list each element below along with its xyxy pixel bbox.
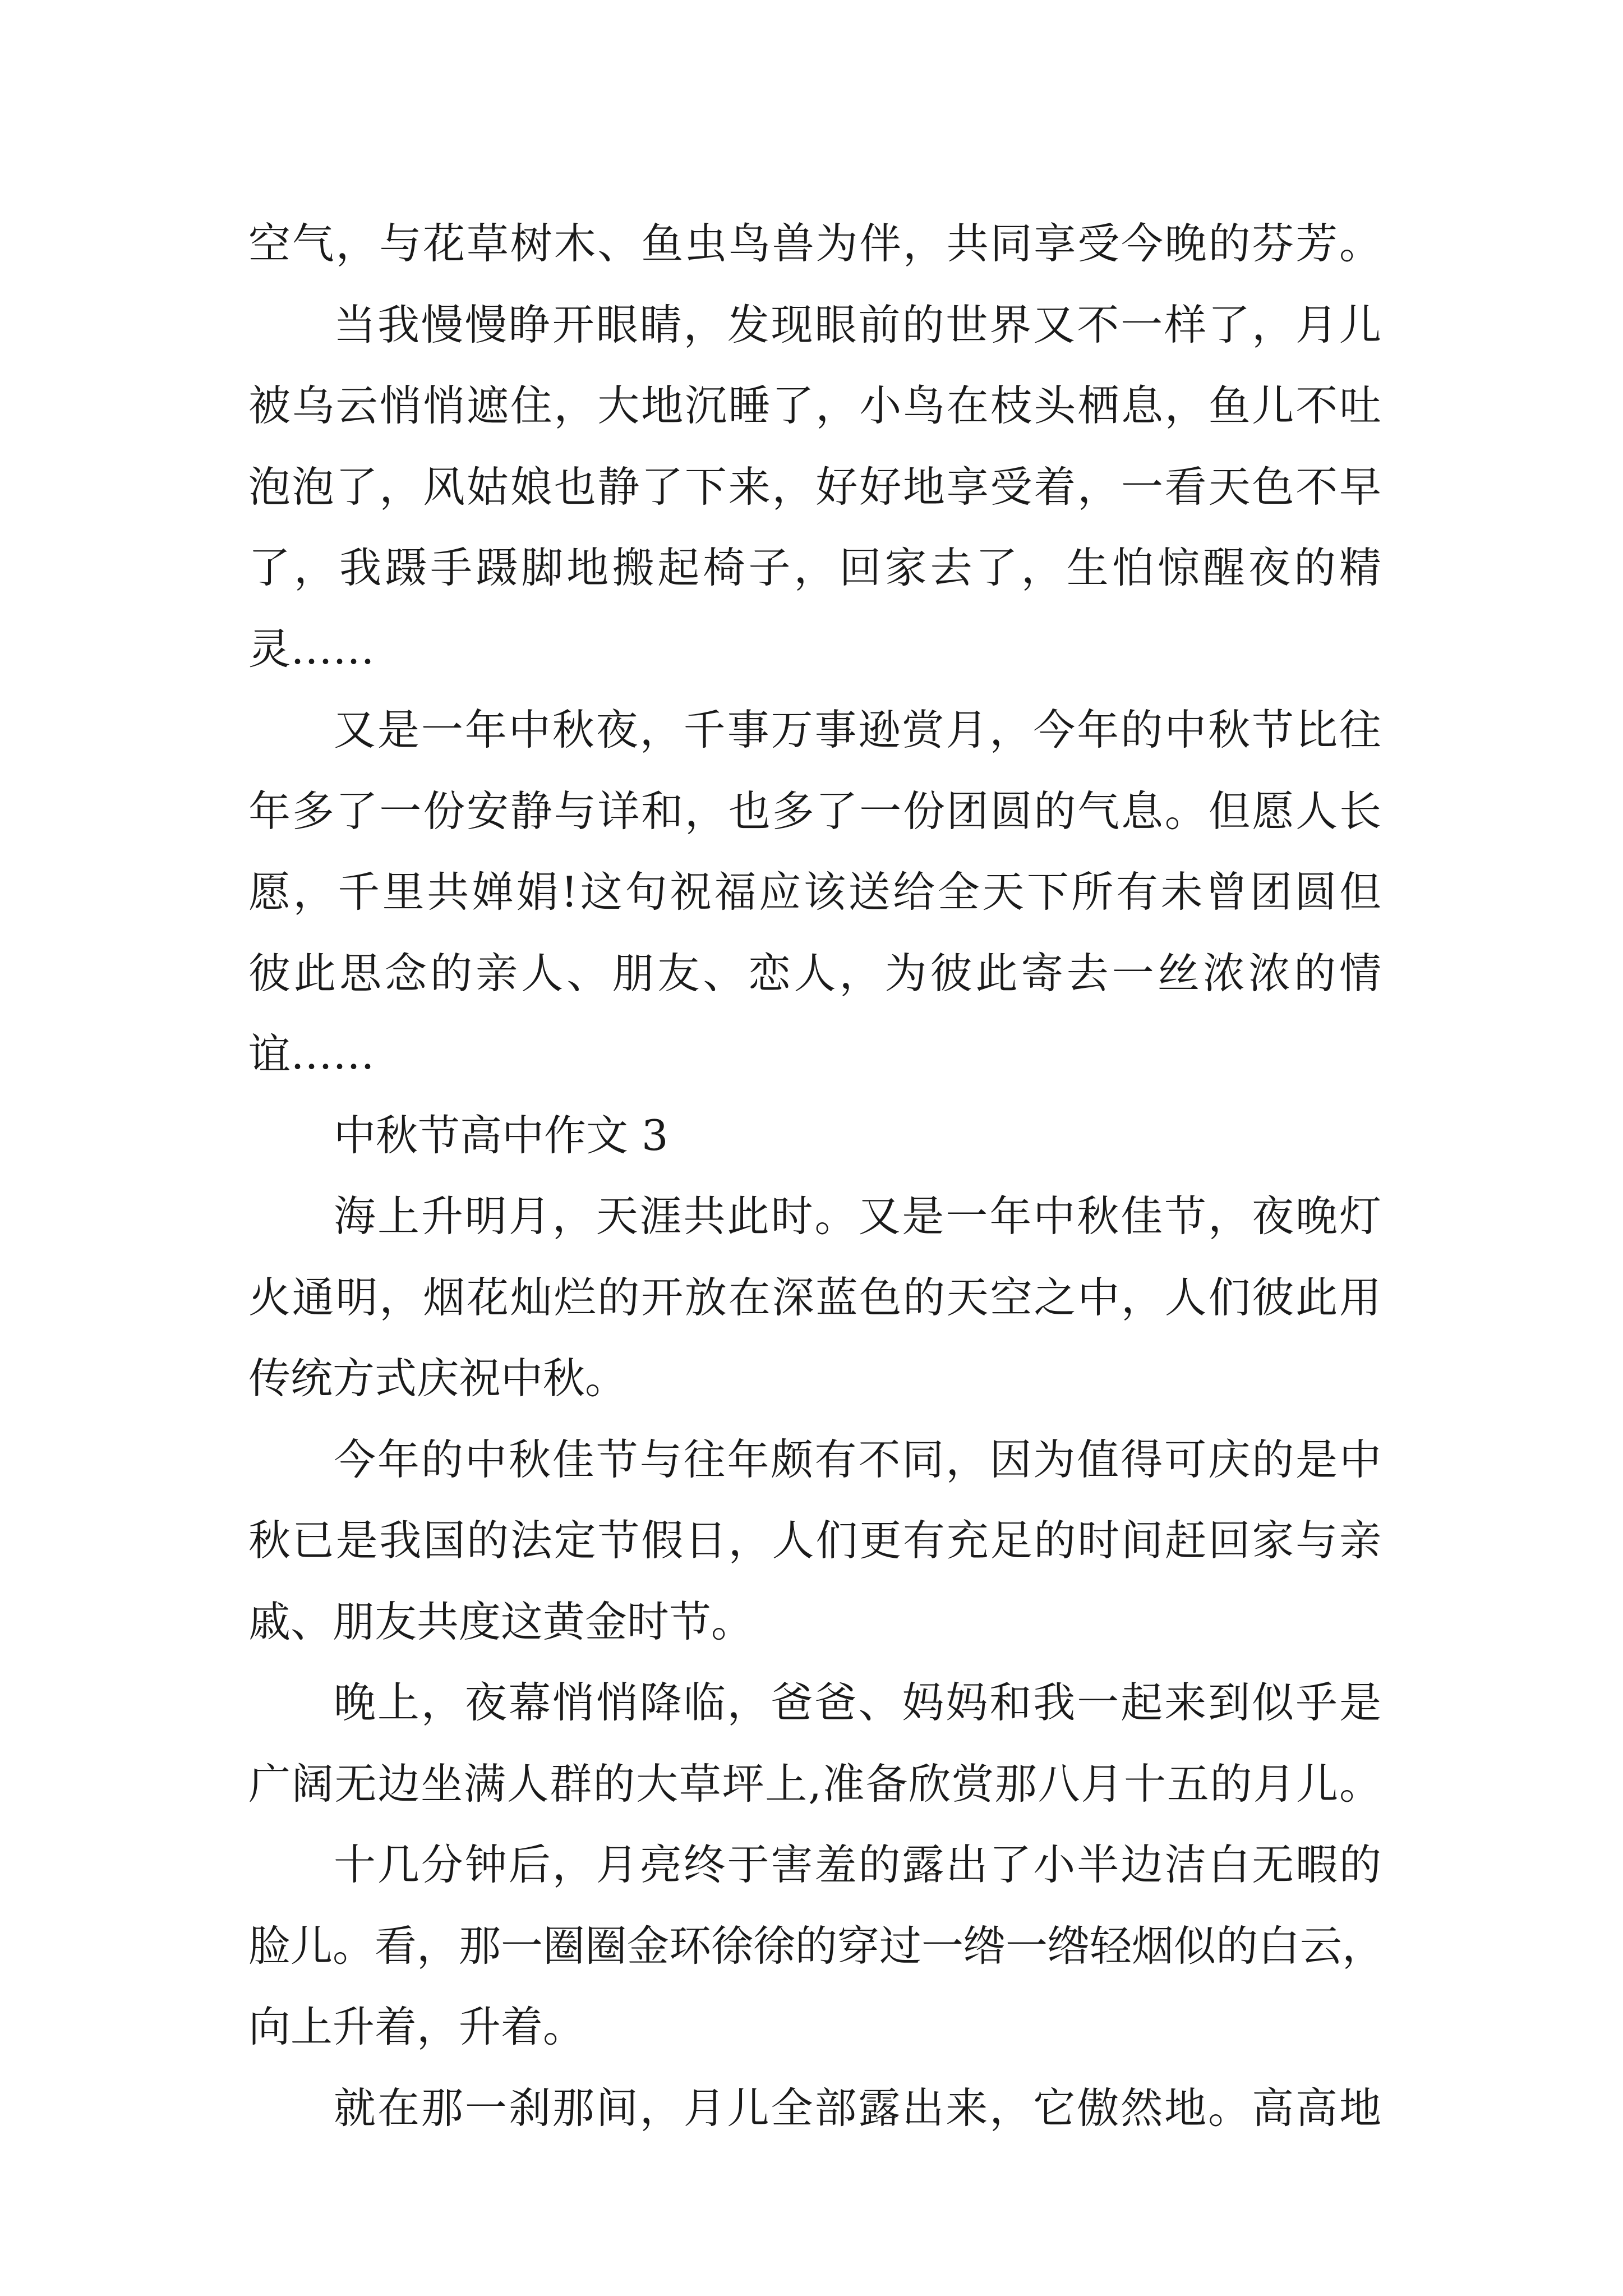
text-line: 愿，千里共婵娟!这句祝福应该送给全天下所有未曾团圆但 [248,867,1381,917]
text-line: 就在那一刹那间，月儿全部露出来，它傲然地。高高地 [334,2083,1381,2133]
section-heading: 中秋节高中作文 3 [334,1110,668,1160]
text-line: 晚上，夜幕悄悄降临，爸爸、妈妈和我一起来到似乎是 [334,1678,1381,1727]
text-line: 年多了一份安静与详和，也多了一份团圆的气息。但愿人长 [248,786,1381,836]
text-line: 当我慢慢睁开眼睛，发现眼前的世界又不一样了，月儿 [334,300,1381,349]
text-line: 海上升明月，天涯共此时。又是一年中秋佳节，夜晚灯 [334,1191,1381,1241]
text-line: 传统方式庆祝中秋。 [248,1354,628,1403]
text-line: 今年的中秋佳节与往年颇有不同，因为值得可庆的是中 [334,1434,1381,1484]
text-line: 灵…… [248,624,375,674]
text-line: 谊…… [248,1029,375,1079]
text-line: 又是一年中秋夜，千事万事逊赏月，今年的中秋节比往 [334,705,1381,754]
text-line: 空气，与花草树木、鱼虫鸟兽为伴，共同享受今晚的芬芳。 [248,219,1381,268]
text-line: 火通明，烟花灿烂的开放在深蓝色的天空之中，人们彼此用 [248,1272,1381,1322]
text-line: 泡泡了，风姑娘也静了下来，好好地享受着，一看天色不早 [248,462,1381,512]
text-line: 向上升着，升着。 [248,2002,585,2051]
text-line: 彼此思念的亲人、朋友、恋人，为彼此寄去一丝浓浓的情 [248,948,1381,998]
text-line: 戚、朋友共度这黄金时节。 [248,1596,754,1646]
text-line: 广阔无边坐满人群的大草坪上,准备欣赏那八月十五的月儿。 [248,1759,1381,1809]
text-line: 秋已是我国的法定节假日，人们更有充足的时间赶回家与亲 [248,1516,1381,1565]
text-line: 被乌云悄悄遮住，大地沉睡了，小鸟在枝头栖息，鱼儿不吐 [248,381,1381,430]
document-body [248,203,1385,2148]
text-line: 十几分钟后，月亮终于害羞的露出了小半边洁白无暇的 [334,1840,1381,1889]
text-line: 脸儿。看，那一圈圈金环徐徐的穿过一绺一绺轻烟似的白云， [248,1921,1385,1971]
text-line: 了，我蹑手蹑脚地搬起椅子，回家去了，生怕惊醒夜的精 [248,543,1381,592]
